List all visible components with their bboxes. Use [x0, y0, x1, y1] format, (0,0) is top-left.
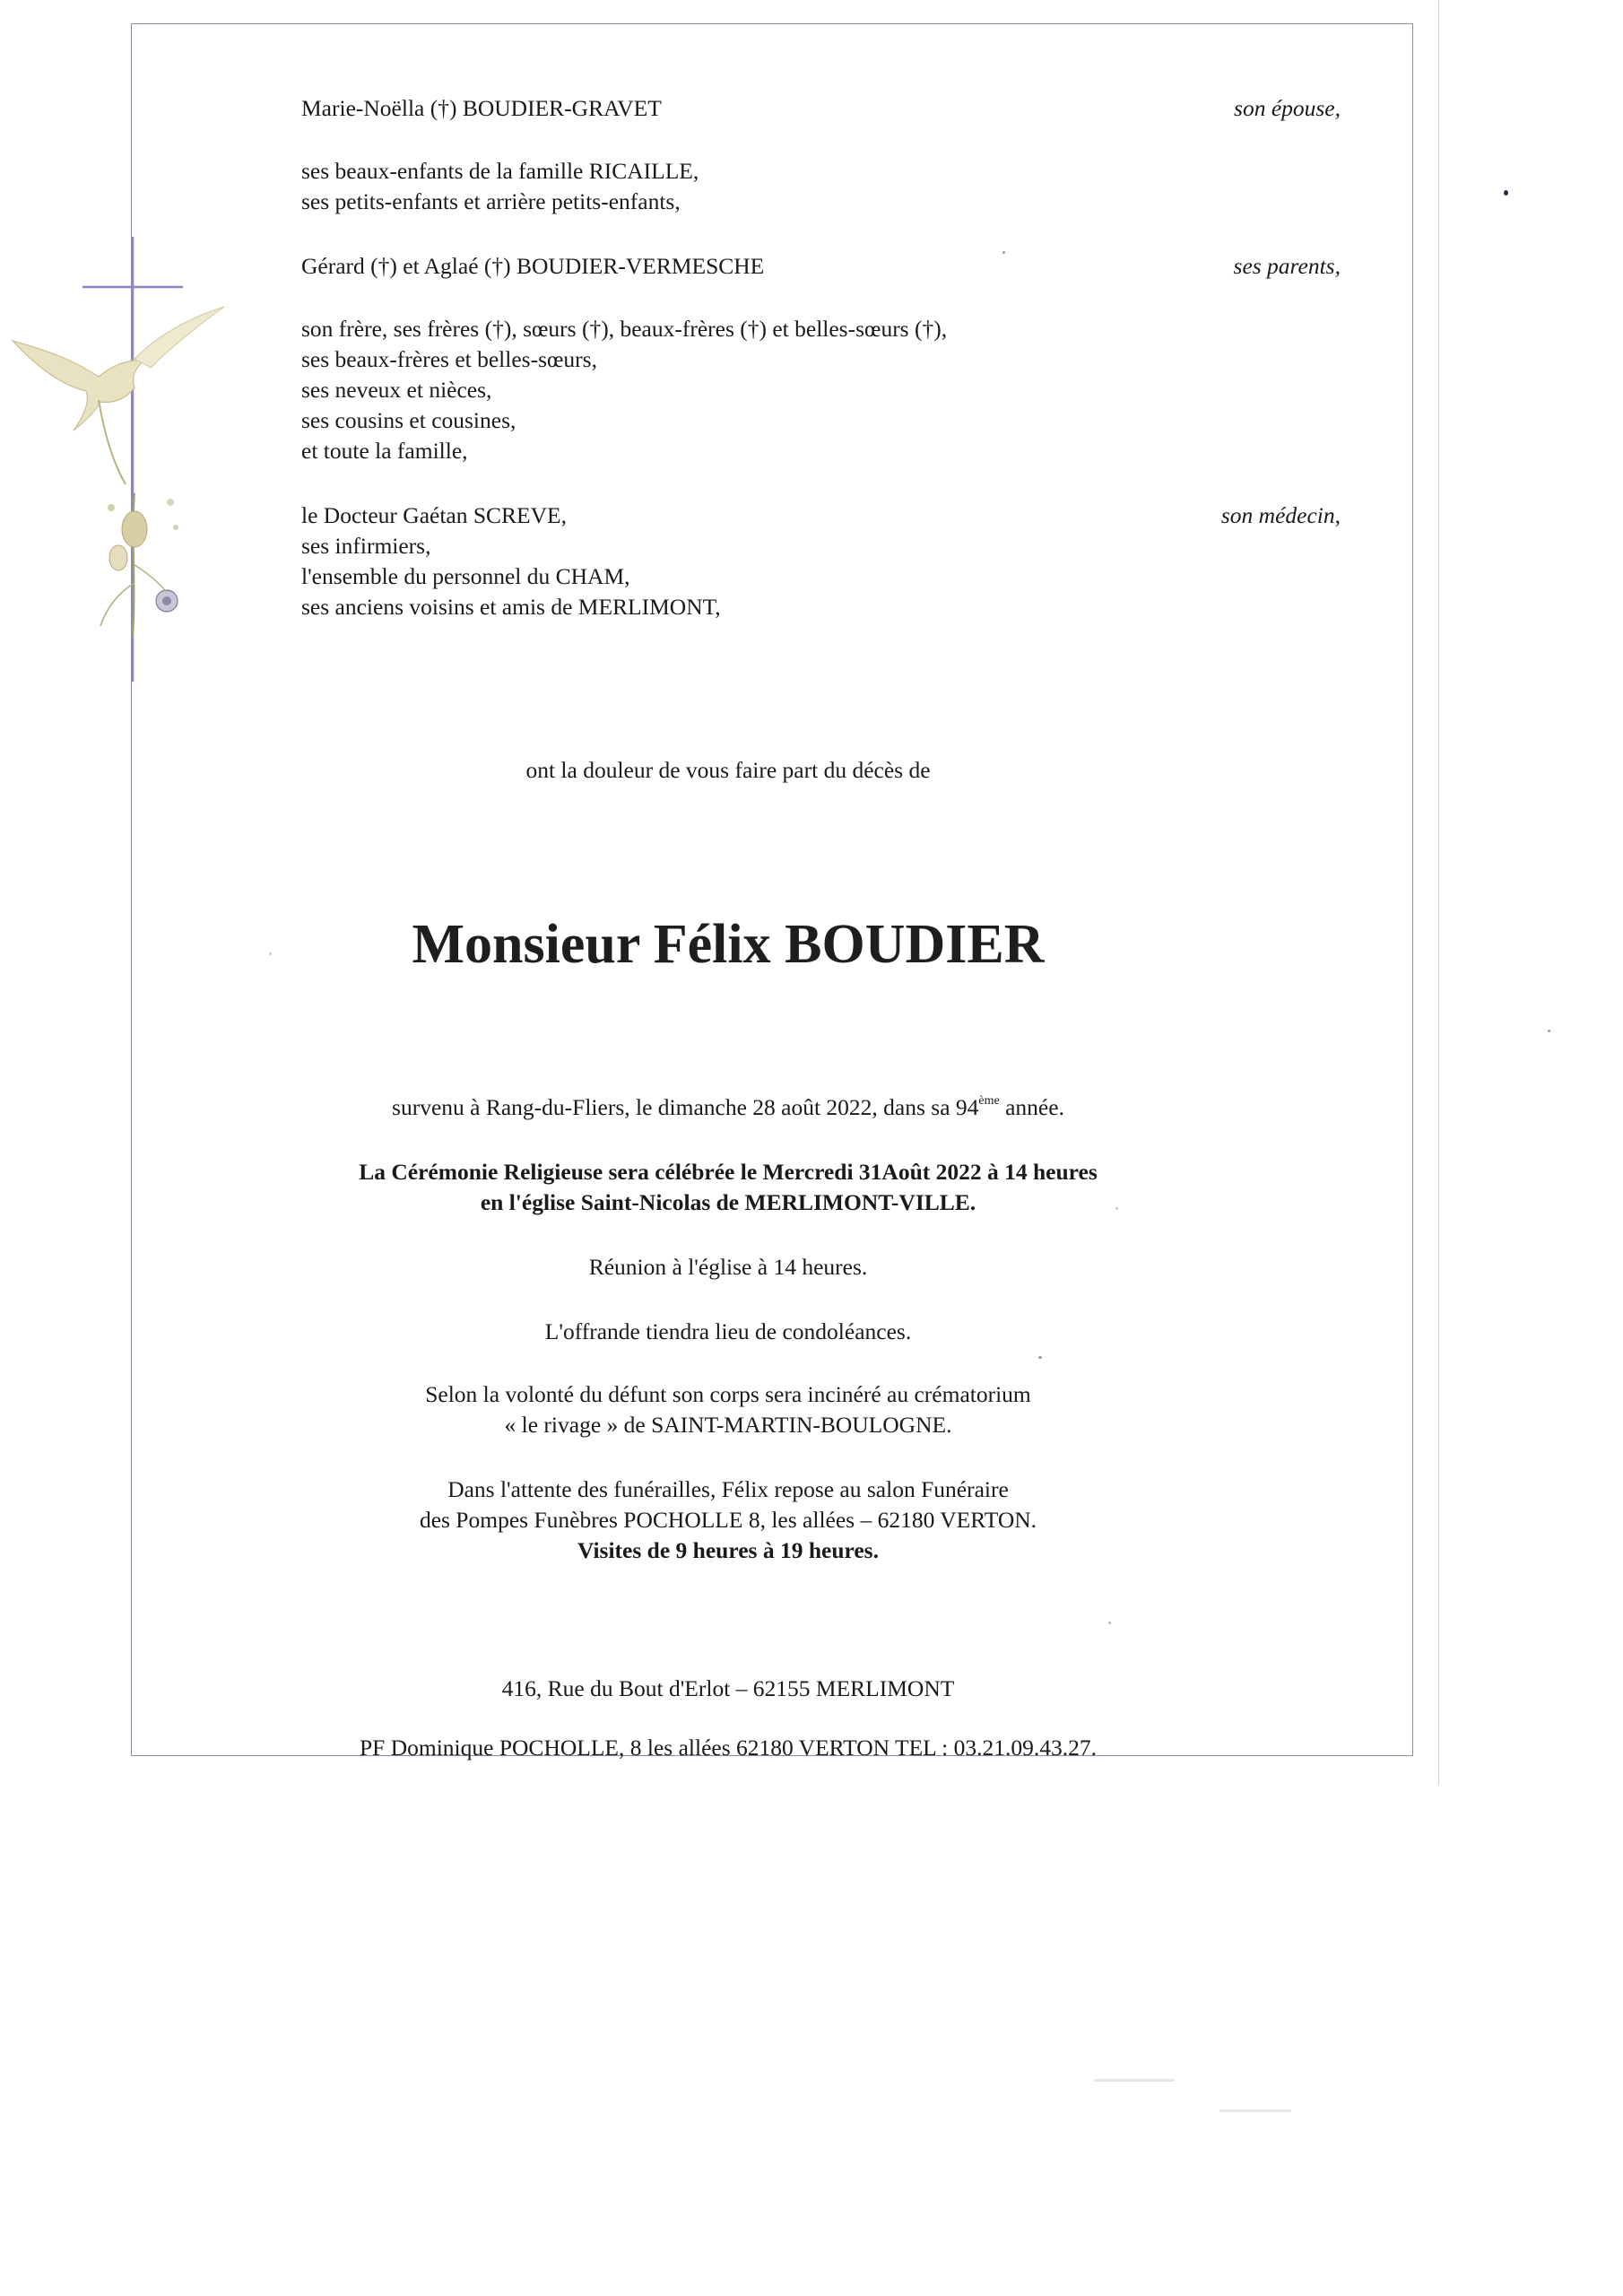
cremation-line-1: Selon la volonté du défunt son corps sera incinéré au crématorium [425, 1381, 1031, 1407]
reunion-text: Réunion à l'église à 14 heures. [588, 1254, 868, 1280]
doctor-role: son médecin, [1220, 502, 1341, 528]
announcement: ont la douleur de vous faire part du décès de [525, 757, 931, 783]
siblings-line-1: son frère, ses frères (†), sœurs (†), beaux-frères (†) et belles-sœurs (†), [301, 316, 948, 342]
deceased-name: Monsieur Félix BOUDIER [412, 914, 1045, 975]
rest-line-2: des Pompes Funèbres POCHOLLE 8, les allées – 62180 VERTON. [419, 1507, 1037, 1533]
funeral-home-info: PF Dominique POCHOLLE, 8 les allées 62180 VERTON TEL : 03.21.09.43.27. [359, 1735, 1097, 1761]
spouse-name: Marie-Noëlla (†) BOUDIER-GRAVET [301, 95, 662, 121]
death-details [131, 1092, 1325, 1123]
flowers-icon [100, 493, 178, 637]
ceremony-line-1: La Cérémonie Religieuse sera célébrée le Mercredi 31Août 2022 à 14 heures [359, 1159, 1098, 1185]
dove-icon [13, 307, 224, 484]
cross-dove-emblem [0, 224, 242, 691]
scan-speck [1504, 190, 1508, 196]
scan-speck [1219, 2109, 1291, 2112]
death-superscript: ème [978, 1094, 1000, 1108]
siblings-line-5: et toute la famille, [301, 438, 468, 464]
care-line-1: ses infirmiers, [301, 533, 431, 559]
visits-text: Visites de 9 heures à 19 heures. [577, 1537, 879, 1563]
ceremony-line-2: en l'église Saint-Nicolas de MERLIMONT-VILLE. [480, 1189, 976, 1215]
siblings-line-2: ses beaux-frères et belles-sœurs, [301, 346, 597, 372]
scan-speck [1115, 1207, 1118, 1210]
parents-name: Gérard (†) et Aglaé (†) BOUDIER-VERMESCHE [301, 253, 765, 279]
family-address: 416, Rue du Bout d'Erlot – 62155 MERLIMONT [501, 1675, 955, 1701]
doctor-name: le Docteur Gaétan SCREVE, [301, 502, 568, 528]
cross-icon [82, 237, 183, 682]
siblings-line-4: ses cousins et cousines, [301, 407, 516, 433]
care-line-3: ses anciens voisins et amis de MERLIMONT, [301, 594, 721, 620]
rest-line-1: Dans l'attente des funérailles, Félix repose au salon Funéraire [447, 1476, 1009, 1502]
death-text-end: année. [999, 1094, 1064, 1120]
children-line-2: ses petits-enfants et arrière petits-enfants, [301, 188, 681, 214]
scan-speck [1038, 1356, 1042, 1359]
scan-speck [1094, 2079, 1175, 2082]
children-line-1: ses beaux-enfants de la famille RICAILLE, [301, 158, 699, 184]
offering-text: L'offrande tiendra lieu de condoléances. [544, 1318, 912, 1344]
scan-speck [1108, 1622, 1111, 1624]
scan-speck [1002, 251, 1005, 254]
parents-role: ses parents, [1233, 253, 1341, 279]
cremation-line-2: « le rivage » de SAINT-MARTIN-BOULOGNE. [504, 1412, 952, 1438]
death-text: survenu à Rang-du-Fliers, le dimanche 28 août 2022, dans sa 94 [392, 1094, 979, 1120]
siblings-line-3: ses neveux et nièces, [301, 377, 492, 403]
page-edge-line [1438, 0, 1439, 1785]
spouse-role: son épouse, [1234, 95, 1341, 121]
care-line-2: l'ensemble du personnel du CHAM, [301, 563, 630, 589]
scan-speck [1548, 1030, 1550, 1032]
scan-speck [269, 952, 272, 955]
